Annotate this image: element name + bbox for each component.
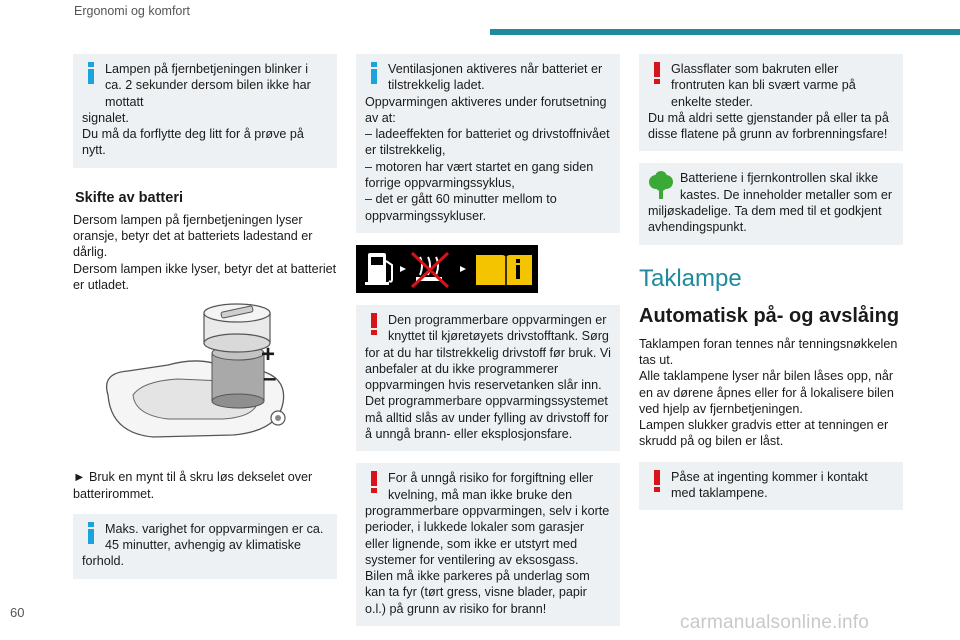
heater-crossed-icon (412, 253, 448, 287)
warning-text-rest: Du må aldri sette gjenstander på eller ta på disse flatene på grunn av forbrenningsfare! (648, 110, 889, 142)
warning-icon (648, 470, 665, 492)
eco-box (639, 163, 903, 244)
warning-icon (648, 62, 665, 84)
warning-box (639, 54, 903, 151)
watermark: carmanualsonline.info (680, 612, 870, 633)
warning-box (356, 305, 620, 451)
warning-box (356, 463, 620, 626)
info-text-first: Maks. varighet for oppvarmingen er ca. 45 minutter, avhengig av klimatiske (105, 521, 324, 553)
info-box (73, 514, 337, 579)
running-header: Ergonomi og komfort (74, 4, 191, 18)
subsection-title: Automatisk på- og avslåing (639, 304, 900, 327)
info-icon (82, 62, 99, 84)
eco-text-first: Batteriene i fjernkontrollen skal ikke kastes. De inneholder metaller som er (680, 171, 893, 202)
fuel-pump-icon (365, 253, 392, 285)
warning-text-first: Den programmerbare oppvarmingen er knyttet til kjøretøyets drivstofftank. Sørg (388, 312, 609, 344)
roof-lamp-text: Taklampen foran tennes når tenningsnøkkelen tas ut. Alle taklampene lyser når bilen låses opp, når en av dørene åpnes eller for å lokalisere bilen ved hjelp av fjernbetjeningen. Lampen slukker gradvis etter at tenningen er skrudd på og bilen er låst. (639, 336, 898, 449)
warning-text-first: Påse at ingenting kommer i kontakt med taklampene. (671, 469, 868, 501)
warning-box (639, 462, 903, 511)
info-icon (82, 522, 99, 544)
column-1 (73, 54, 337, 591)
battery-cover-illustration (73, 303, 337, 453)
column-2 (356, 54, 620, 638)
info-box (356, 54, 620, 233)
warning-text-rest: for at du har tilstrekkelig drivstoff før bruk. Vi anbefaler at du ikke programmerer oppvarmingen hvis reservetanken slår inn. Det programmerbare oppvarmingssystemet må alltid slås av under fylling av drivstoff for å unngå brann- eller eksplosjonsfare. (365, 345, 611, 442)
warning-icon (365, 313, 382, 335)
warning-text-first: For å unngå risiko for forgiftning eller kvelning, må man ikke bruke den (388, 471, 594, 502)
battery-text: Dersom lampen på fjernbetjeningen lyser oransje, betyr det at batteriets ladestand er dårlig. Dersom lampen ikke lyser, betyr det at batteriet er utladet. (73, 212, 337, 292)
column-3 (639, 54, 903, 522)
manual-book-icon (476, 255, 532, 285)
battery-instruction: ► Bruk en mynt til å skru løs dekselet over batterirommet. (73, 470, 313, 501)
info-text-rest: Oppvarmingen aktiveres under forutsetning av at: – ladeeffekten for batteriet og drivstoffnivået er tilstrekkelig, – motoren har vært startet en gang siden forrige oppvarmingssyklus, – det er gått 60 minutter mellom to oppvarmingssykluser. (365, 94, 610, 223)
info-box (73, 54, 337, 168)
warning-text-rest: programmerbare oppvarmingen, selv i korte perioder, i lukkede lokaler som garasjer eller lignende, som ikke er utstyrt med systemer for ventilering av eksosgass. Bilen må ikke parkeres på underlag som kan ta fyr (tørt gress, visne blader, papir o.l.) på grunn av risiko for brann! (365, 503, 610, 616)
header-accent-bar (490, 29, 960, 35)
page-number: 60 (10, 605, 25, 620)
info-text-first: Ventilasjonen aktiveres når batteriet er tilstrekkelig ladet. (388, 62, 603, 93)
warning-text-first: Glassflater som bakruten eller frontruten kan bli svært varme på enkelte steder. (671, 62, 856, 109)
tree-icon (648, 171, 674, 199)
info-text-first: Lampen på fjernbetjeningen blinker i ca. 2 sekunder dersom bilen ikke har mottatt (105, 62, 311, 109)
warning-icon (365, 471, 382, 493)
battery-heading: Skifte av batteri (75, 189, 183, 206)
info-text-rest: signalet. Du må da forflytte deg litt for å prøve på nytt. (82, 110, 304, 158)
info-text-rest: forhold. (82, 554, 125, 569)
info-icon (365, 62, 382, 84)
pictogram-strip (356, 245, 538, 293)
minus-sign: – (263, 365, 277, 393)
eco-text-rest: miljøskadelige. Ta dem med til et godkjent avhendingspunkt. (648, 204, 882, 235)
section-title: Taklampe (639, 264, 742, 292)
plus-sign: + (261, 341, 276, 369)
